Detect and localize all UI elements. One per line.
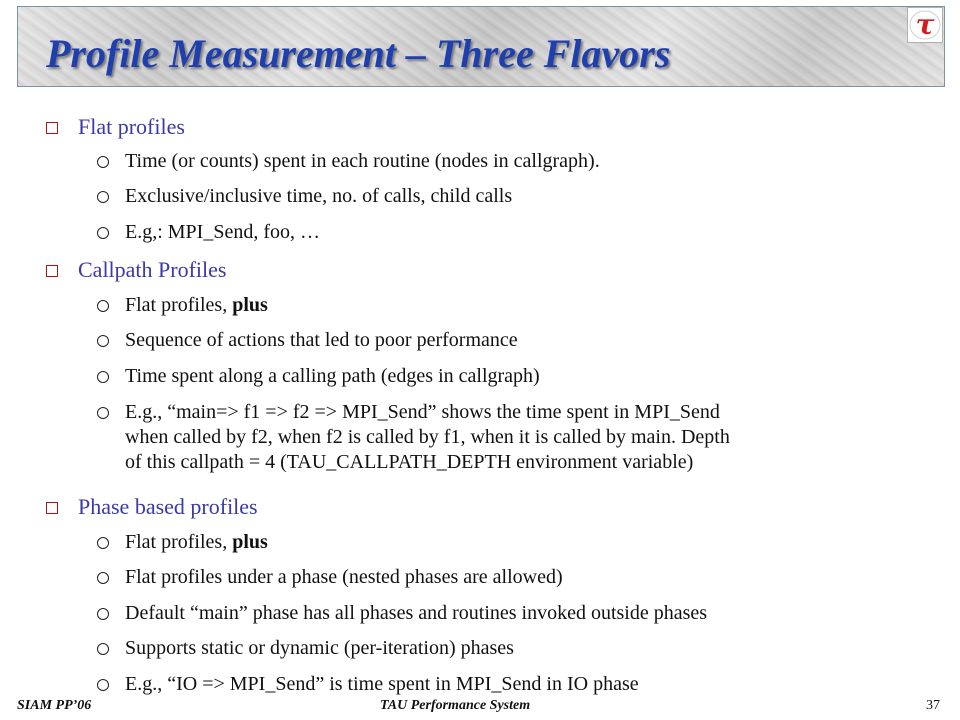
list-item: Supports static or dynamic (per-iteration) phases (125, 637, 514, 659)
item-line: of this callpath = 4 (TAU_CALLPATH_DEPTH environment variable) (125, 451, 694, 473)
ring-bullet-icon (97, 335, 109, 347)
tau-glyph: τ (915, 8, 935, 41)
square-bullet-icon (46, 265, 58, 277)
square-bullet-icon (46, 122, 58, 134)
list-item: Sequence of actions that led to poor performance (125, 329, 518, 351)
list-item-multiline (125, 400, 730, 475)
ring-bullet-icon (97, 300, 109, 312)
section-heading-flat: Flat profiles (78, 114, 185, 139)
list-item: Time (or counts) spent in each routine (nodes in callgraph). (125, 150, 600, 172)
ring-bullet-icon (97, 227, 109, 239)
footer-left: SIAM PP’06 (17, 698, 92, 713)
item-text: Flat profiles, (125, 531, 233, 553)
ring-bullet-icon (97, 537, 109, 549)
ring-bullet-icon (97, 407, 109, 419)
ring-bullet-icon (97, 608, 109, 620)
slide-title: Profile Measurement – Three Flavors (46, 31, 671, 76)
ring-bullet-icon (97, 643, 109, 655)
item-line: when called by f2, when f2 is called by f1, when it is called by main. Depth (125, 426, 730, 448)
ring-bullet-icon (97, 679, 109, 691)
item-emphasis: plus (232, 294, 268, 316)
list-item: Flat profiles under a phase (nested phases are allowed) (125, 566, 563, 588)
ring-bullet-icon (97, 572, 109, 584)
section-heading-phase: Phase based profiles (78, 494, 258, 519)
ring-bullet-icon (97, 191, 109, 203)
item-emphasis: plus (232, 531, 268, 553)
list-item: Default “main” phase has all phases and routines invoked outside phases (125, 602, 708, 624)
list-item: E.g., “IO => MPI_Send” is time spent in MPI_Send in IO phase (125, 673, 639, 695)
list-item: Time spent along a calling path (edges in callgraph) (125, 365, 540, 387)
list-item (125, 531, 268, 554)
section-heading-callpath: Callpath Profiles (78, 257, 227, 282)
ring-bullet-icon (97, 156, 109, 168)
square-bullet-icon (46, 502, 58, 514)
ring-bullet-icon (97, 371, 109, 383)
item-line: E.g., “main=> f1 => f2 => MPI_Send” shows the time spent in MPI_Send (125, 401, 720, 423)
item-text: Flat profiles, (125, 294, 233, 316)
page-number: 37 (926, 698, 940, 713)
list-item (125, 294, 268, 317)
footer-center: TAU Performance System (380, 698, 531, 713)
list-item: Exclusive/inclusive time, no. of calls, child calls (125, 185, 513, 207)
list-item: E.g,: MPI_Send, foo, … (125, 221, 320, 243)
